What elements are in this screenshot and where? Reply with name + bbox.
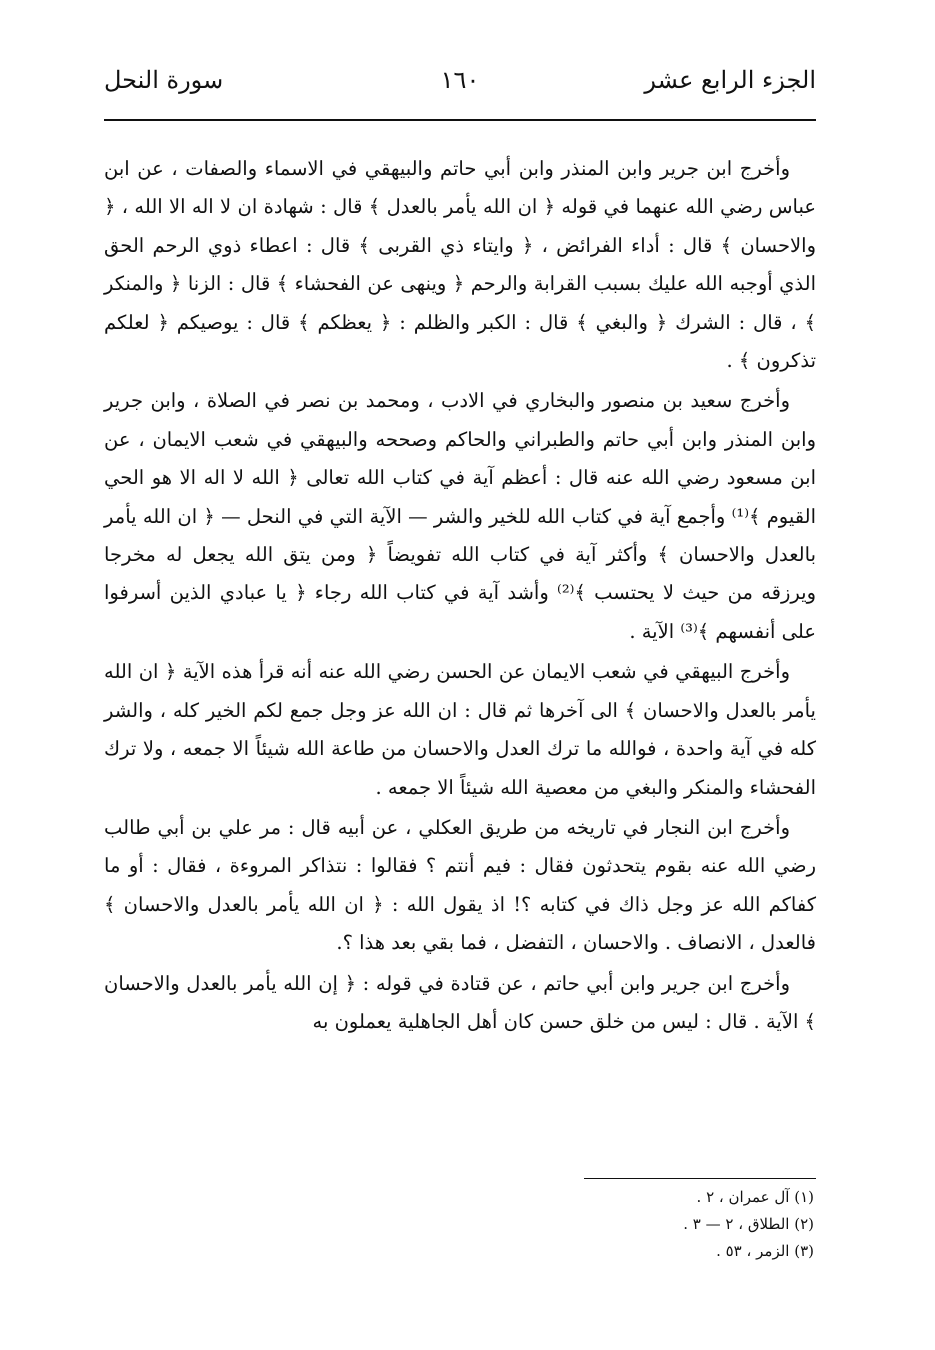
paragraph: وأخرج ابن جرير وابن أبي حاتم ، عن قتادة في قوله : ﴿ إن الله يأمر بالعدل والاحسان ﴾ الآية . قال : ليس من خلق حسن كان أهل الجاهلية يعملون به (104, 971, 816, 1033)
running-header (104, 66, 816, 110)
footnotes (560, 1184, 816, 1265)
paragraph: وأخرج ابن جرير وابن المنذر وابن أبي حاتم والبيهقي في الاسماء والصفات ، عن ابن عباس رضي الله عنهما في قوله ﴿ ان الله يأمر بالعدل ﴾ قال : شهادة ان لا اله الا الله ، ﴿ والاحسان ﴾ قال : أداء الفرائض ، ﴿ وايتاء ذي القربى ﴾ قال : اعطاء ذوي الرحم الحق الذي أوجبه الله عليك بسبب القرابة والرحم ﴿ وينهى عن الفحشاء ﴾ قال : الزنا ﴿ والمنكر ﴾ ، قال : الشرك ﴿ والبغي ﴾ قال : الكبر والظلم : ﴿ يعظكم ﴾ قال : يوصيكم ﴿ لعلكم تذكرون ﴾ . (104, 157, 816, 373)
paragraph: وأخرج البيهقي في شعب الايمان عن الحسن رضي الله عنه أنه قرأ هذه الآية ﴿ ان الله يأمر بالعدل والاحسان ﴾ الى آخرها ثم قال : ان الله عز وجل جمع لكم الخير كله ، والشر كله في آية واحدة ، فوالله ما ترك العدل والاحسان من طاعة الله شيئاً الا جمعه ، ولا ترك الفحشاء والمنكر والبغي من معصية الله شيئاً الا جمعه . (104, 660, 816, 799)
paragraph: وأخرج ابن النجار في تاريخه من طريق العكلي ، عن أبيه قال : مر علي بن أبي طالب رضي الله عنه بقوم يتحدثون فقال : فيم أنتم ؟ فقالوا : نتذاكر المروءة ، فقال : أو ما كفاكم الله عز وجل ذاك في كتابه ؟! اذ يقول الله : ﴿ ان الله يأمر بالعدل والاحسان ﴾ فالعدل ، الانصاف . والاحسان ، التفضل ، فما بقي بعد هذا ؟. (104, 815, 816, 955)
footnote: (١) آل عمران ، ٢ . (696, 1188, 814, 1206)
surah-title: سورة النحل (104, 66, 224, 94)
juz-title: الجزء الرابع عشر (644, 66, 816, 94)
header-divider (104, 119, 816, 121)
footnote: (٢) الطلاق ، ٢ — ٣ . (683, 1215, 814, 1233)
page-number: ١٦٠ (440, 66, 480, 94)
paragraph: وأخرج سعيد بن منصور والبخاري في الادب ، ومحمد بن نصر في الصلاة ، وابن جرير وابن المنذر وابن أبي حاتم والطبراني والحاكم وصححه والبيهقي في شعب الايمان ، عن ابن مسعود رضي الله عنه قال : أعظم آية في كتاب الله تعالى ﴿ الله لا اله الا هو الحي القيوم ﴾⁽¹⁾ وأجمع آية في كتاب الله للخير والشر — الآية التي في النحل — ﴿ ان الله يأمر بالعدل والاحسان ﴾ وأكثر آية في كتاب الله تفويضاً ﴿ ومن يتق الله يجعل له مخرجا ويرزقه من حيث لا يحتسب ﴾⁽²⁾ وأشد آية في كتاب الله رجاء ﴿ يا عبادي الذين أسرفوا على أنفسهم ﴾⁽³⁾ الآية . (104, 389, 816, 643)
footnote: (٣) الزمر ، ٥٣ . (716, 1242, 814, 1260)
main-text (104, 150, 816, 1041)
footnote-divider (584, 1178, 816, 1179)
